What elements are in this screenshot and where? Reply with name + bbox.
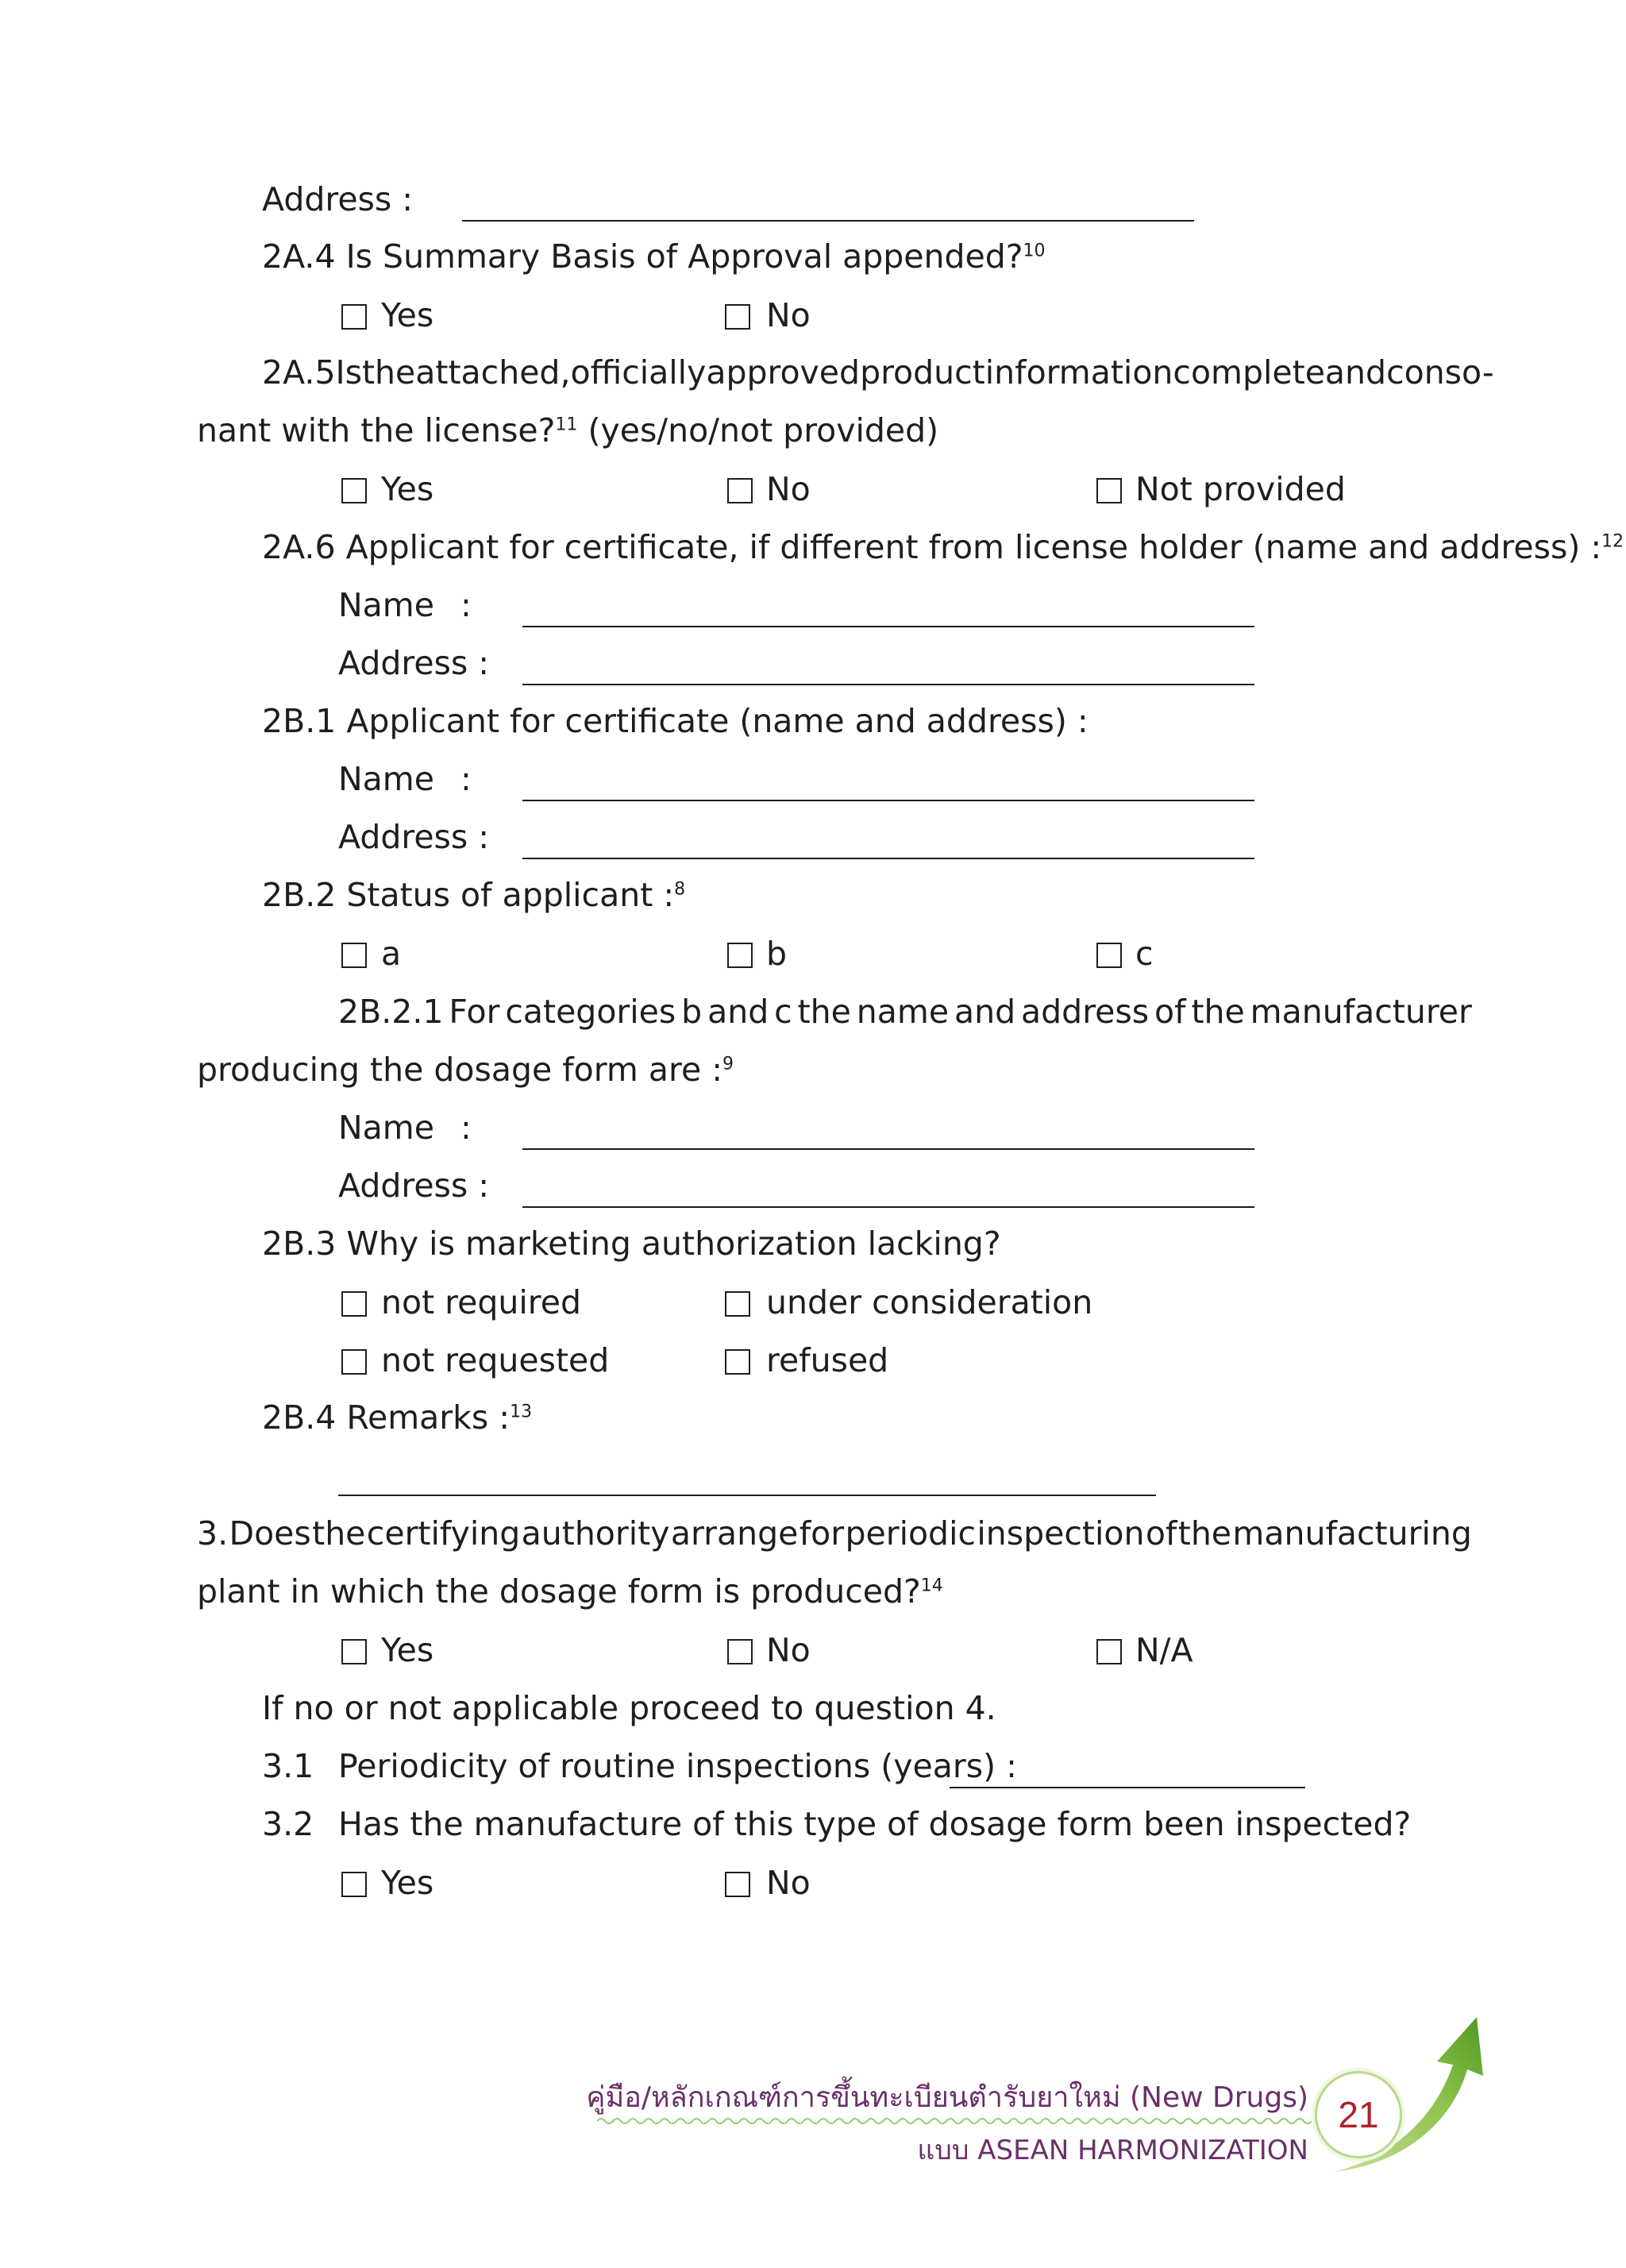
- checkbox-3-no[interactable]: [727, 1639, 753, 1664]
- question-3-line2: plant in which the dosage form is produced?$^{14}$: [197, 1572, 943, 1610]
- question-2a4: 2A.4 Is Summary Basis of Approval appended?$^{10}$: [262, 237, 1046, 276]
- name-label-2a6: Name: [338, 586, 434, 624]
- word: of: [1145, 1514, 1177, 1552]
- option-2b3-not-requested-label: not requested: [381, 1341, 610, 1379]
- word: product: [860, 353, 985, 392]
- option-3-yes-label: Yes: [381, 1631, 434, 1669]
- question-2b3: 2B.3 Why is marketing authorization lacking?: [262, 1225, 1001, 1263]
- word: name: [856, 993, 950, 1031]
- wavy-divider: [597, 2116, 1312, 2127]
- question-31-number: 3.1: [262, 1747, 314, 1785]
- address-field-2b1[interactable]: [522, 858, 1254, 859]
- option-2a5-yes-label: Yes: [381, 470, 434, 508]
- option-2a4-no-label: No: [766, 296, 811, 334]
- checkbox-2b2-b[interactable]: [727, 943, 753, 968]
- word: manufacturing: [1232, 1514, 1472, 1552]
- option-2a5-no-label: No: [766, 470, 811, 508]
- word: for: [799, 1514, 845, 1552]
- address-label-2a6: Address :: [338, 644, 490, 682]
- option-32-yes-label: Yes: [381, 1864, 434, 1902]
- remarks-field[interactable]: [338, 1495, 1156, 1496]
- option-32-no-label: No: [766, 1864, 811, 1902]
- question-31-label: Periodicity of routine inspections (years) :: [338, 1747, 1017, 1785]
- question-2b4: 2B.4 Remarks :$^{13}$: [262, 1398, 533, 1437]
- question-2b2: 2B.2 Status of applicant :$^8$: [262, 876, 686, 914]
- address-field-2a3[interactable]: [462, 220, 1194, 222]
- word: the: [797, 993, 851, 1031]
- checkbox-2a5-yes[interactable]: [341, 478, 367, 503]
- question-2b21-line2: producing the dosage form are :$^9$: [197, 1051, 734, 1089]
- option-2b3-refused-label: refused: [766, 1341, 889, 1379]
- option-2b3-not-required-label: not required: [381, 1283, 581, 1321]
- checkbox-2b3-under-consideration[interactable]: [725, 1291, 750, 1317]
- word: attached,: [415, 353, 571, 392]
- option-2b2-a-label: a: [381, 935, 402, 973]
- name-field-2a6[interactable]: [522, 626, 1254, 627]
- question-2b1: 2B.1 Applicant for certificate (name and address) :: [262, 702, 1088, 740]
- option-2b3-under-consideration-label: under consideration: [766, 1283, 1093, 1321]
- word: inspection: [977, 1514, 1145, 1552]
- page-number: 21: [1338, 2094, 1379, 2135]
- colon: :: [460, 1109, 472, 1147]
- question-3-line1: [197, 1514, 1472, 1553]
- name-label-2b1: Name: [338, 760, 434, 798]
- question-2a6: 2A.6 Applicant for certificate, if different from license holder (name and address) :$^{12}$: [262, 528, 1624, 566]
- checkbox-2b2-a[interactable]: [341, 943, 367, 968]
- name-label-2b21: Name: [338, 1109, 434, 1147]
- page-number-badge: [1315, 2071, 1402, 2158]
- checkbox-2b2-c[interactable]: [1096, 943, 1122, 968]
- name-field-2b1[interactable]: [522, 800, 1254, 801]
- word: conso-: [1386, 353, 1494, 392]
- word: and: [1324, 353, 1387, 392]
- checkbox-2a4-yes[interactable]: [341, 304, 367, 330]
- word: authority: [521, 1514, 670, 1552]
- word: information: [984, 353, 1173, 392]
- word: the: [361, 353, 416, 392]
- checkbox-32-no[interactable]: [725, 1872, 750, 1897]
- checkbox-2b3-refused[interactable]: [725, 1349, 750, 1375]
- word: of: [1154, 993, 1186, 1031]
- checkbox-2a4-no[interactable]: [725, 304, 750, 330]
- word: 2B.2.1: [338, 993, 444, 1031]
- colon: :: [460, 586, 472, 624]
- word: 3.: [197, 1514, 229, 1552]
- word: and: [954, 993, 1016, 1031]
- word: manufacturer: [1250, 993, 1472, 1031]
- checkbox-2b3-not-required[interactable]: [341, 1291, 367, 1317]
- checkbox-32-yes[interactable]: [341, 1872, 367, 1897]
- word: certifying: [366, 1514, 521, 1552]
- word: officially: [570, 353, 707, 392]
- option-2a4-yes-label: Yes: [381, 296, 434, 334]
- question-2a5-line2: nant with the license?$^{11}$ (yes/no/not provided): [197, 411, 939, 449]
- periodicity-field[interactable]: [950, 1787, 1305, 1788]
- checkbox-2a5-not-provided[interactable]: [1096, 478, 1122, 503]
- question-32-label: Has the manufacture of this type of dosage form been inspected?: [338, 1805, 1412, 1843]
- word: the: [1191, 993, 1245, 1031]
- option-2b2-c-label: c: [1135, 935, 1154, 973]
- question-2b21-line1: [338, 992, 1472, 1032]
- word: c: [774, 993, 792, 1031]
- option-3-no-label: No: [766, 1631, 811, 1669]
- word: 2A.5: [262, 353, 336, 392]
- word: Is: [335, 353, 362, 392]
- word: the: [312, 1514, 366, 1552]
- question-2a5-line1: [262, 353, 1494, 392]
- word: approved: [706, 353, 861, 392]
- colon: :: [460, 760, 472, 798]
- address-field-2a6[interactable]: [522, 684, 1254, 685]
- option-2b2-b-label: b: [766, 935, 788, 973]
- word: b: [681, 993, 703, 1031]
- checkbox-3-yes[interactable]: [341, 1639, 367, 1664]
- address-label-2b21: Address :: [338, 1167, 490, 1205]
- word: and: [707, 993, 769, 1031]
- option-2a5-not-provided-label: Not provided: [1135, 470, 1346, 508]
- address-field-2b21[interactable]: [522, 1206, 1254, 1208]
- option-3-na-label: N/A: [1135, 1631, 1193, 1669]
- checkbox-2b3-not-requested[interactable]: [341, 1349, 367, 1375]
- address-label-2a3: Address :: [262, 180, 414, 218]
- word: Does: [229, 1514, 311, 1552]
- footer-title: คู่มือ/หลักเกณฑ์การขึ้นทะเบียนตำรับยาใหม่ (New Drugs): [586, 2081, 1308, 2114]
- word: categories: [505, 993, 676, 1031]
- checkbox-3-na[interactable]: [1096, 1639, 1122, 1664]
- word: For: [449, 993, 500, 1031]
- word: complete: [1173, 353, 1325, 392]
- word: the: [1177, 1514, 1232, 1552]
- checkbox-2a5-no[interactable]: [727, 478, 753, 503]
- word: arrange: [670, 1514, 799, 1552]
- footer-subtitle: แบบ ASEAN HARMONIZATION: [917, 2135, 1308, 2166]
- name-field-2b21[interactable]: [522, 1148, 1254, 1150]
- word: periodic: [845, 1514, 977, 1552]
- address-label-2b1: Address :: [338, 818, 490, 856]
- question-32-number: 3.2: [262, 1805, 314, 1843]
- question-3-note: If no or not applicable proceed to question 4.: [262, 1689, 996, 1727]
- word: address: [1021, 993, 1150, 1031]
